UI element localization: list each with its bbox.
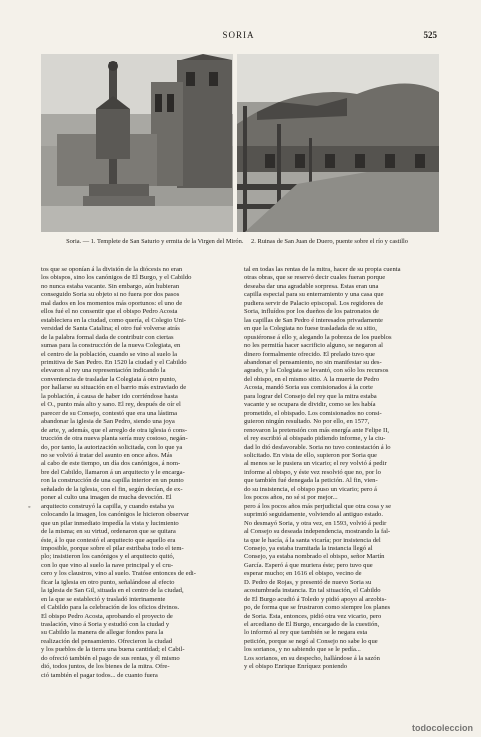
text-line: conveniencia de trasladar la Colegiata á otro punto, xyxy=(41,375,177,383)
text-line: informe al obispo, y éste vez resolvió que no, por lo xyxy=(244,468,381,476)
text-line: García. Esperó á que muriera éste; pero tuvo que xyxy=(244,561,373,569)
text-line: opusiéronse á ello y, alegando la pobreza de los pueblos xyxy=(244,333,392,341)
text-line: el rey escribió al obispado pidiendo informe, y la ciu- xyxy=(244,435,386,443)
text-line: colocando la imagen, los canónigos le hicieron observar xyxy=(41,511,189,519)
text-line: ellos fué el no consentir que el obispo Pedro Acosta xyxy=(41,308,178,316)
figure-caption xyxy=(41,238,439,246)
text-line: la población, á causa de haber ido corriéndose hasta xyxy=(41,392,178,400)
text-line: traslación, vino á Soria y estudió con la ciudad y xyxy=(41,621,170,629)
text-line: Consejo, ya estaba tramitada la instancia llegó al xyxy=(244,544,373,552)
text-line: por hallarse su situación en el barrio más extraviado de xyxy=(41,384,187,392)
margin-mark: ◦ xyxy=(28,503,31,511)
text-line: solicitado. En vista de ello, supieron por Soria que xyxy=(244,451,377,459)
text-line: poner al culto una imagen de mucha devoción. El xyxy=(41,494,172,502)
text-line: y los pueblos de la tierra una buena cantidad; el Cabil- xyxy=(41,646,185,654)
text-line: versidad de Santa Catalina; el otro fué volverse atrás xyxy=(41,325,180,333)
text-line: no se volvió á tratar del asunto en once años. Más xyxy=(41,451,173,459)
text-line: de la palabra formal dada de contribuir con ciertas xyxy=(41,333,174,341)
text-line: que un pilar inmediato impedía la vista y lucimiento xyxy=(41,519,179,527)
text-line: arquitecto construyó la capilla, y cuando estaba ya xyxy=(41,502,174,510)
text-line: los pocos años, no sé si por mejor... xyxy=(244,494,338,502)
text-line: de El Burgo acudió á Toledo y pidió apoyo al arzobis- xyxy=(244,595,387,603)
text-line: estableciera en la ciudad, como quería, el Colegio Uni- xyxy=(41,316,187,324)
text-line: éste, á lo que contestó el arquitecto que aquello era xyxy=(41,536,176,544)
text-line: los sorianos, y no sabiendo que se le pedía... xyxy=(244,646,361,654)
text-line: en que la Colegiata no fuese trasladada de su sitio, xyxy=(244,325,377,333)
text-line: mal dados en los momentos más oportunos: el uno de xyxy=(41,299,183,307)
text-line: agrado, y la Colegiata se levantó, con sólo los recursos xyxy=(244,367,389,375)
text-line: para lograr del Consejo del rey que la mitra estaba xyxy=(244,392,377,400)
text-line: de arte, y, además, que el arreglo de otra iglesia ó cons- xyxy=(41,426,188,434)
text-line: pero á los pocos años más perjudicial que otra cosa y se xyxy=(244,502,392,510)
text-line: que también fué denegada la petición. Al fin, vien- xyxy=(244,477,378,485)
text-line: conseguido Soria su objeto si no fuera por dos pasos xyxy=(41,291,180,299)
text-line: ció también el pagar todos... de cuanto fuera xyxy=(41,671,158,679)
text-line: esperar mucho; en 1616 el obispo, vecino de xyxy=(244,570,362,578)
text-line: do su insistencia, el obispo puso un vicario; pero á xyxy=(244,485,377,493)
text-line: No desmayó Soria, y otra vez, en 1593, volvió á pedir xyxy=(244,519,387,527)
text-line: prometido, el obispado. Los comisionados no consi- xyxy=(244,409,382,417)
page-header xyxy=(40,30,437,44)
text-line: el Cabildo para la celebración de los oficios divinos. xyxy=(41,604,180,612)
text-line: vacante y se ocupara de dividir, como se les había xyxy=(244,401,376,409)
text-line: ficar la iglesia en otro punto, señalándose al efecto xyxy=(41,578,175,586)
text-line: plo; insistieron los canónigos y el arquitecto quitó, xyxy=(41,553,175,561)
text-line: el centro de la población, cuando se vino al suelo la xyxy=(41,350,178,358)
text-line: de Soria. Ésta, entonces, pidió otra vez vicario, pero xyxy=(244,612,382,620)
watermark-logo: todocoleccion xyxy=(411,723,473,733)
text-line: primitiva de San Pedro. En 1520 la ciudad y el Cabildo xyxy=(41,358,187,366)
text-line: las capillas de San Pedro é interesados privadamente xyxy=(244,316,383,324)
caption-photo-1: Soria. — 1. Templete de San Saturio y ermita de la Virgen del Mirón. xyxy=(66,238,244,245)
text-line: tal en todas las rentas de la mitra, hacer de su propia cuenta xyxy=(244,266,401,273)
text-line: con lo que vino al suelo la nave principal y el cru- xyxy=(41,561,174,569)
page-number: 525 xyxy=(423,30,437,40)
text-line: al Consejo su deseada independencia, mostrando la fal- xyxy=(244,528,391,536)
text-line: dinero formalmente ofrecido. El prelado tuvo que xyxy=(244,350,375,358)
text-line: Acosta, mandó Soria sus comisionados á la corte xyxy=(244,384,373,392)
text-line: la iglesia de San Gil, situada en el centro de la ciudad, xyxy=(41,587,184,595)
text-line: del obispo, en el mismo sitio. Á la muerte de Pedro xyxy=(244,375,380,383)
text-line: y el obispo Enrique Enríquez poniendo xyxy=(244,663,348,671)
text-line: de la misma; en su virtud, ordenaron que se quitara xyxy=(41,528,176,536)
text-line: trucción de otra nueva planta sería muy costoso, negán- xyxy=(41,435,188,443)
text-line: al cabo de este tiempo, un día dos canónigos, á nom- xyxy=(41,460,181,468)
text-line: bre del Cabildo, llamaron á un arquitecto y le encarga- xyxy=(41,468,185,476)
text-line: Los sorianos, en su despecho, hallándose á la sazón xyxy=(244,654,380,662)
text-line: el O., punto más alto y sano. El rey, después de oír el xyxy=(41,401,181,409)
text-line: señalado de la iglesia, con el fin, según decían, de ex- xyxy=(41,485,183,493)
text-line: suprimió seguidamente, volviendo al antiguo estado. xyxy=(244,511,383,519)
text-line: ta que le hacía, á la santa vicaría; por insistencia del xyxy=(244,536,381,544)
text-line: petición, porque se negó al Consejo no sabe lo que xyxy=(244,637,378,645)
text-line: ron la construcción de una capilla interior en un punto xyxy=(41,477,184,485)
text-column-left xyxy=(41,266,234,680)
text-line: sumas para la construcción de la nueva Colegiata, en xyxy=(41,342,181,350)
text-line: pudiera servir de Palacio episcopal. Los regidores de xyxy=(244,299,384,307)
text-line: al menos se le pusiera un vicario; el rey volvió á pedir xyxy=(244,460,387,468)
text-line: Soria, influídos por los dueños de los patronatos de xyxy=(244,308,379,316)
text-line: capilla especial para su enterramiento y una casa que xyxy=(244,291,384,299)
text-line: su Cabildo la manera de allegar fondos para la xyxy=(41,629,164,637)
text-line: cero y los claustros, vino al suelo. Tratóse entonces de edi- xyxy=(41,570,196,578)
caption-photo-2: 2. Ruinas de San Juan de Duero, puente sobre el río y castillo xyxy=(251,238,408,245)
text-line: po, de forma que se frustraron como siempre los planes xyxy=(244,604,391,612)
text-line: realización del pensamiento. Ofrecieron la ciudad xyxy=(41,637,173,645)
text-line: do, por tanto, la autorización solicitada, con lo que ya xyxy=(41,443,183,451)
text-line: no nunca estaba vacante. Sin embargo, aún hubieran xyxy=(41,282,180,290)
text-line: deseaba dar una agradable sorpresa. Éstas eran una xyxy=(244,282,379,290)
text-column-right xyxy=(244,266,440,672)
text-line: otras obras, que se reservó decir cuales fueran porque xyxy=(244,274,386,282)
text-line: D. Pedro de Rojas, y presentó de nuevo Soria su xyxy=(244,578,372,586)
text-line: en la que se estableció y trasladó interinamente xyxy=(41,595,166,603)
text-line: acostumbrada instancia. En tal situación, el Cabildo xyxy=(244,587,381,595)
text-line: elevaron al rey una representación indicando la xyxy=(41,367,166,375)
running-title: SORIA xyxy=(222,30,255,40)
text-line: dió, todos juntos, de los bienes de la mitra. Ofre- xyxy=(41,663,170,671)
text-line: abandonar el pensamiento, no sin manifestar su des- xyxy=(244,358,382,366)
text-line: guieron ningún resultado. No por ello, en 1577, xyxy=(244,418,370,426)
text-line: abandonar la iglesia de San Pedro, siendo una joya xyxy=(41,418,175,426)
text-line: lo informó al rey que también se le negara esta xyxy=(244,629,368,637)
text-line: imposible, porque sobre el pilar estribaba todo el tem- xyxy=(41,544,184,552)
text-line: dad lo dió desfavorable. Soria no tuvo contestación á lo xyxy=(244,443,391,451)
text-line: los obispos, sino los canónigos de El Burgo, y el Cabildo xyxy=(41,274,192,282)
photo-templete-san-saturio xyxy=(41,54,233,232)
text-line: do ofreció también el pago de sus rentas, y él mismo xyxy=(41,654,180,662)
text-line: parecer de su Consejo, contestó que era una lástima xyxy=(41,409,178,417)
text-line: tos que se oponían á la división de la diócesis no eran xyxy=(41,266,183,273)
text-line: el arcediano de El Burgo, encargado de la cuestión, xyxy=(244,621,380,629)
text-line: Consejo, ya estaba nombrado el obispo, señor Martín xyxy=(244,553,385,561)
text-line: no les permitía hacer sacrificio alguno, se negaron al xyxy=(244,342,383,350)
text-line: renovaron la pretensión con más energía ante Felipe II, xyxy=(244,426,390,434)
text-line: El obispo Pedro Acosta, aprobando el proyecto de xyxy=(41,612,173,620)
photo-ruinas-san-juan-de-duero xyxy=(237,54,439,232)
